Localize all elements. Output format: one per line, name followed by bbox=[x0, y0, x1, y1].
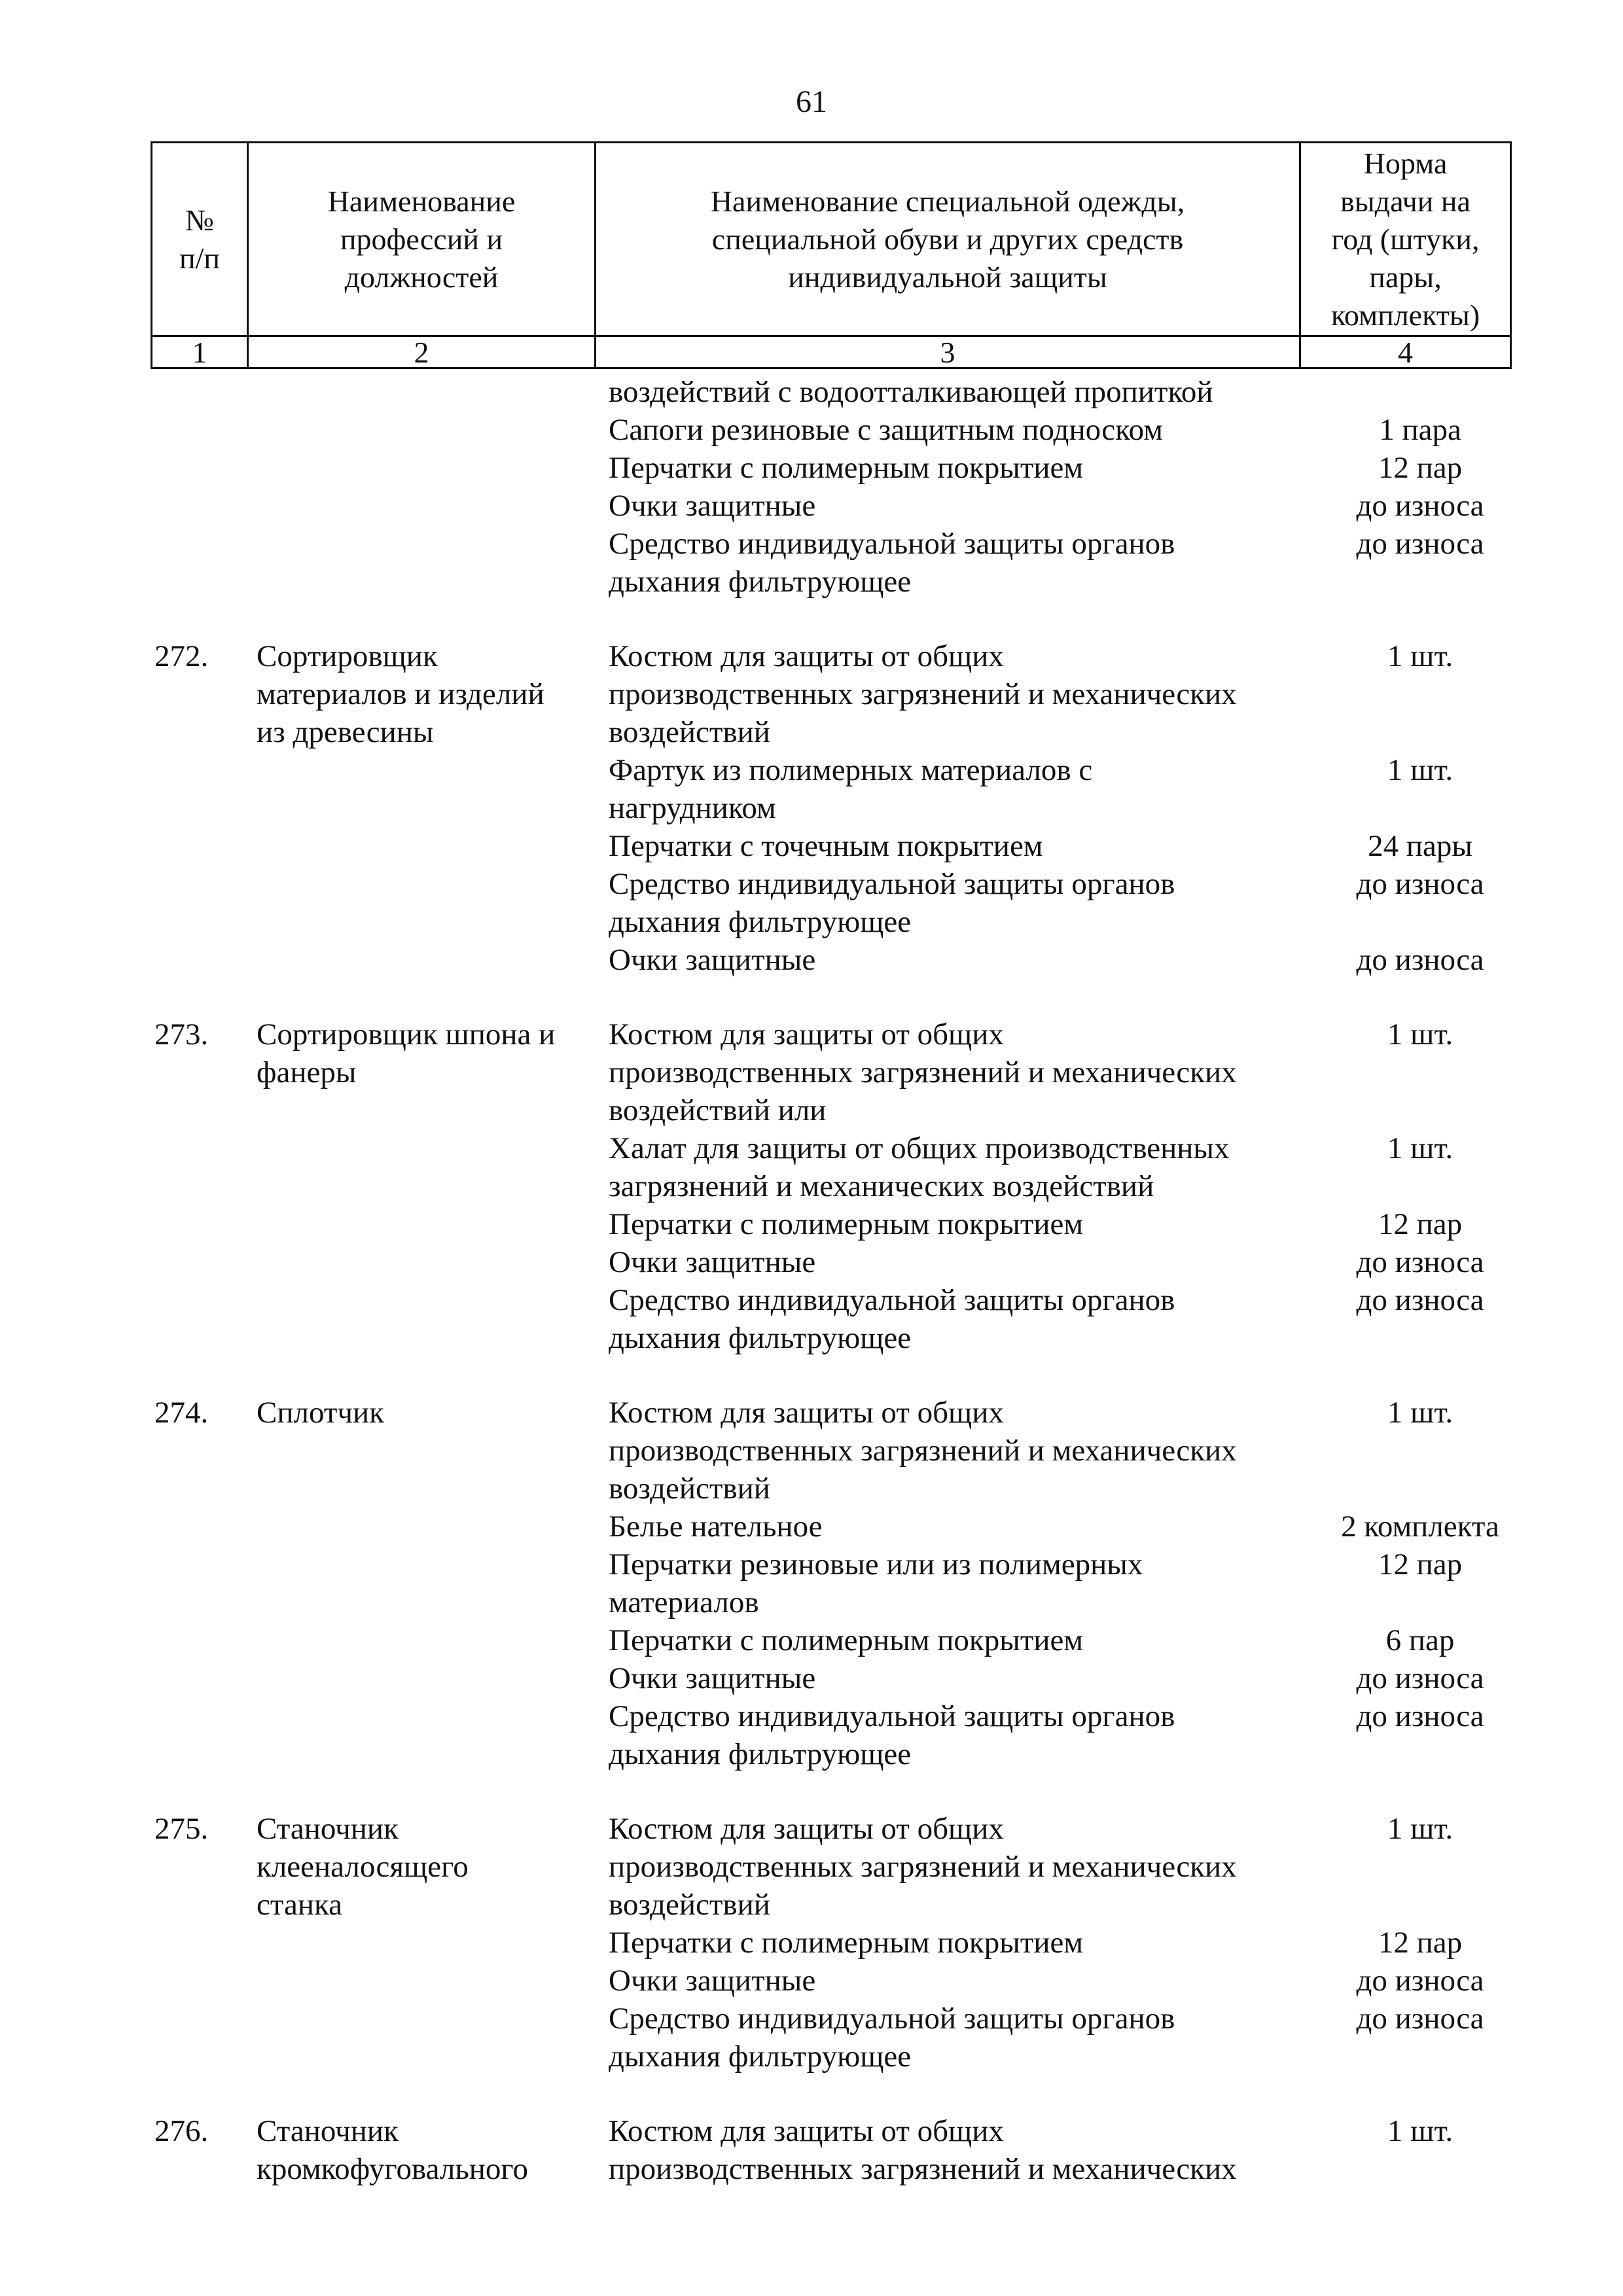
table-row bbox=[0, 1016, 1623, 1357]
equipment-norm: до износа bbox=[1356, 527, 1484, 561]
equipment-name: Очки защитные bbox=[609, 1245, 816, 1279]
row-gap bbox=[0, 2075, 1623, 2112]
equipment-name: Костюм для защиты от общих производственных загрязнений и механических воздействий bbox=[609, 1812, 1237, 1922]
row-profession: Сплотчик bbox=[257, 1396, 384, 1430]
equipment-item bbox=[609, 865, 1512, 941]
equipment-norm: 1 пара bbox=[1379, 413, 1461, 447]
equipment-norm: 1 шт. bbox=[1387, 1396, 1454, 1430]
equipment-norm: до износа bbox=[1356, 943, 1484, 977]
equipment-item bbox=[609, 1281, 1512, 1357]
equipment-item bbox=[609, 1545, 1512, 1621]
row-gap bbox=[0, 601, 1623, 637]
row-profession: Станочник кромкофуговального bbox=[257, 2114, 529, 2186]
equipment-item bbox=[609, 525, 1512, 601]
header-number-2: 2 bbox=[414, 336, 429, 369]
equipment-name: Фартук из полимерных материалов с нагрудником bbox=[609, 753, 1093, 825]
row-number: 273. bbox=[154, 1017, 209, 1051]
equipment-name: Сапоги резиновые с защитным подноском bbox=[609, 413, 1163, 447]
equipment-name: Перчатки с полимерным покрытием bbox=[609, 1207, 1084, 1241]
row-equipment-list bbox=[609, 637, 1512, 979]
equipment-name: Очки защитные bbox=[609, 1661, 816, 1695]
equipment-name: Средство индивидуальной защиты органов дыхания фильтрующее bbox=[609, 1283, 1175, 1355]
equipment-item bbox=[609, 637, 1512, 751]
equipment-item bbox=[609, 1621, 1512, 1659]
equipment-norm: 1 шт. bbox=[1387, 1017, 1454, 1051]
equipment-name: воздействий с водоотталкивающей пропиткой bbox=[609, 375, 1213, 409]
equipment-norm: 12 пар bbox=[1378, 451, 1463, 485]
row-number: 274. bbox=[154, 1396, 209, 1430]
table-header bbox=[151, 141, 1512, 369]
header-col-profession: Наименование профессий и должностей bbox=[327, 184, 516, 294]
table-row bbox=[0, 637, 1623, 979]
equipment-norm: 6 пар bbox=[1385, 1623, 1455, 1657]
equipment-name: Халат для защиты от общих производственных загрязнений и механических воздействий bbox=[609, 1131, 1230, 1203]
equipment-item bbox=[609, 1924, 1512, 1962]
header-number-1: 1 bbox=[192, 336, 207, 369]
row-equipment-list bbox=[609, 1810, 1512, 2075]
equipment-item bbox=[609, 411, 1512, 449]
header-col-number: № п/п bbox=[179, 203, 220, 275]
equipment-item bbox=[609, 1243, 1512, 1281]
row-equipment-list bbox=[609, 1394, 1512, 1773]
equipment-name: Костюм для защиты от общих производственных загрязнений и механических воздействий или bbox=[609, 1017, 1237, 1127]
equipment-norm: 2 комплекта bbox=[1341, 1510, 1499, 1544]
equipment-norm: 24 пары bbox=[1368, 829, 1472, 863]
row-equipment-list bbox=[609, 1016, 1512, 1357]
equipment-item bbox=[609, 487, 1512, 525]
header-col-equipment: Наименование специальной одежды, специальной обуви и других средств индивидуальной защиты bbox=[710, 184, 1185, 294]
table-body bbox=[0, 373, 1623, 2188]
equipment-norm: до износа bbox=[1356, 867, 1484, 901]
row-number: 272. bbox=[154, 639, 209, 673]
equipment-item bbox=[609, 1508, 1512, 1545]
equipment-name: Средство индивидуальной защиты органов дыхания фильтрующее bbox=[609, 527, 1175, 599]
equipment-item bbox=[609, 2000, 1512, 2075]
table-row bbox=[0, 1810, 1623, 2075]
equipment-name: Белье нательное bbox=[609, 1510, 823, 1544]
equipment-item bbox=[609, 449, 1512, 487]
equipment-norm: до износа bbox=[1356, 489, 1484, 523]
equipment-name: Перчатки с полимерным покрытием bbox=[609, 1623, 1084, 1657]
equipment-name: Перчатки с полимерным покрытием bbox=[609, 1926, 1084, 1960]
equipment-name: Перчатки резиновые или из полимерных материалов bbox=[609, 1547, 1143, 1619]
header-col-norm: Норма выдачи на год (штуки, пары, комплекты) bbox=[1330, 146, 1480, 332]
row-equipment-list bbox=[609, 373, 1512, 601]
row-number: 275. bbox=[154, 1812, 209, 1846]
equipment-item bbox=[609, 827, 1512, 865]
equipment-norm bbox=[1329, 373, 1512, 411]
equipment-item bbox=[609, 751, 1512, 827]
equipment-name: Средство индивидуальной защиты органов дыхания фильтрующее bbox=[609, 1699, 1175, 1771]
equipment-item bbox=[609, 373, 1512, 411]
equipment-norm: до износа bbox=[1356, 1661, 1484, 1695]
equipment-name: Перчатки с точечным покрытием bbox=[609, 829, 1043, 863]
equipment-norm: 12 пар bbox=[1378, 1547, 1463, 1581]
equipment-norm: 1 шт. bbox=[1387, 1131, 1454, 1165]
equipment-item bbox=[609, 2112, 1512, 2188]
equipment-norm: 1 шт. bbox=[1387, 753, 1454, 787]
equipment-name: Перчатки с полимерным покрытием bbox=[609, 451, 1084, 485]
header-number-4: 4 bbox=[1398, 336, 1413, 369]
equipment-name: Костюм для защиты от общих производственных загрязнений и механических bbox=[609, 2114, 1237, 2186]
equipment-norm: 1 шт. bbox=[1387, 2114, 1454, 2148]
equipment-norm: 12 пар bbox=[1378, 1926, 1463, 1960]
equipment-norm: до износа bbox=[1356, 2002, 1484, 2036]
table-row bbox=[0, 2112, 1623, 2188]
equipment-item bbox=[609, 1205, 1512, 1243]
row-profession: Сортировщик шпона и фанеры bbox=[257, 1017, 556, 1089]
equipment-item bbox=[609, 1697, 1512, 1773]
row-number: 276. bbox=[154, 2114, 209, 2148]
equipment-norm: до износа bbox=[1356, 1245, 1484, 1279]
equipment-norm: до износа bbox=[1356, 1699, 1484, 1733]
equipment-item bbox=[609, 1962, 1512, 2000]
equipment-name: Очки защитные bbox=[609, 943, 816, 977]
equipment-name: Костюм для защиты от общих производственных загрязнений и механических воздействий bbox=[609, 639, 1237, 749]
equipment-item bbox=[609, 1394, 1512, 1508]
equipment-item bbox=[609, 941, 1512, 979]
equipment-item bbox=[609, 1810, 1512, 1924]
equipment-item bbox=[609, 1129, 1512, 1205]
equipment-norm: до износа bbox=[1356, 1283, 1484, 1317]
header-number-3: 3 bbox=[940, 336, 955, 369]
equipment-norm: 12 пар bbox=[1378, 1207, 1463, 1241]
row-gap bbox=[0, 1357, 1623, 1394]
equipment-norm: 1 шт. bbox=[1387, 1812, 1454, 1846]
equipment-name: Средство индивидуальной защиты органов дыхания фильтрующее bbox=[609, 867, 1175, 939]
equipment-norm: до износа bbox=[1356, 1964, 1484, 1998]
row-gap bbox=[0, 979, 1623, 1016]
row-profession: Станочник клееналосящего станка bbox=[257, 1812, 469, 1922]
equipment-item bbox=[609, 1659, 1512, 1697]
row-profession: Сортировщик материалов и изделий из древесины bbox=[257, 639, 544, 749]
equipment-name: Очки защитные bbox=[609, 489, 816, 523]
row-equipment-list bbox=[609, 2112, 1512, 2188]
table-row bbox=[0, 1394, 1623, 1773]
table-row bbox=[0, 373, 1623, 601]
equipment-item bbox=[609, 1016, 1512, 1129]
equipment-name: Очки защитные bbox=[609, 1964, 816, 1998]
page-number: 61 bbox=[796, 84, 827, 119]
equipment-norm: 1 шт. bbox=[1387, 639, 1454, 673]
equipment-name: Средство индивидуальной защиты органов дыхания фильтрующее bbox=[609, 2002, 1175, 2074]
row-gap bbox=[0, 1773, 1623, 1810]
equipment-name: Костюм для защиты от общих производственных загрязнений и механических воздействий bbox=[609, 1396, 1237, 1506]
